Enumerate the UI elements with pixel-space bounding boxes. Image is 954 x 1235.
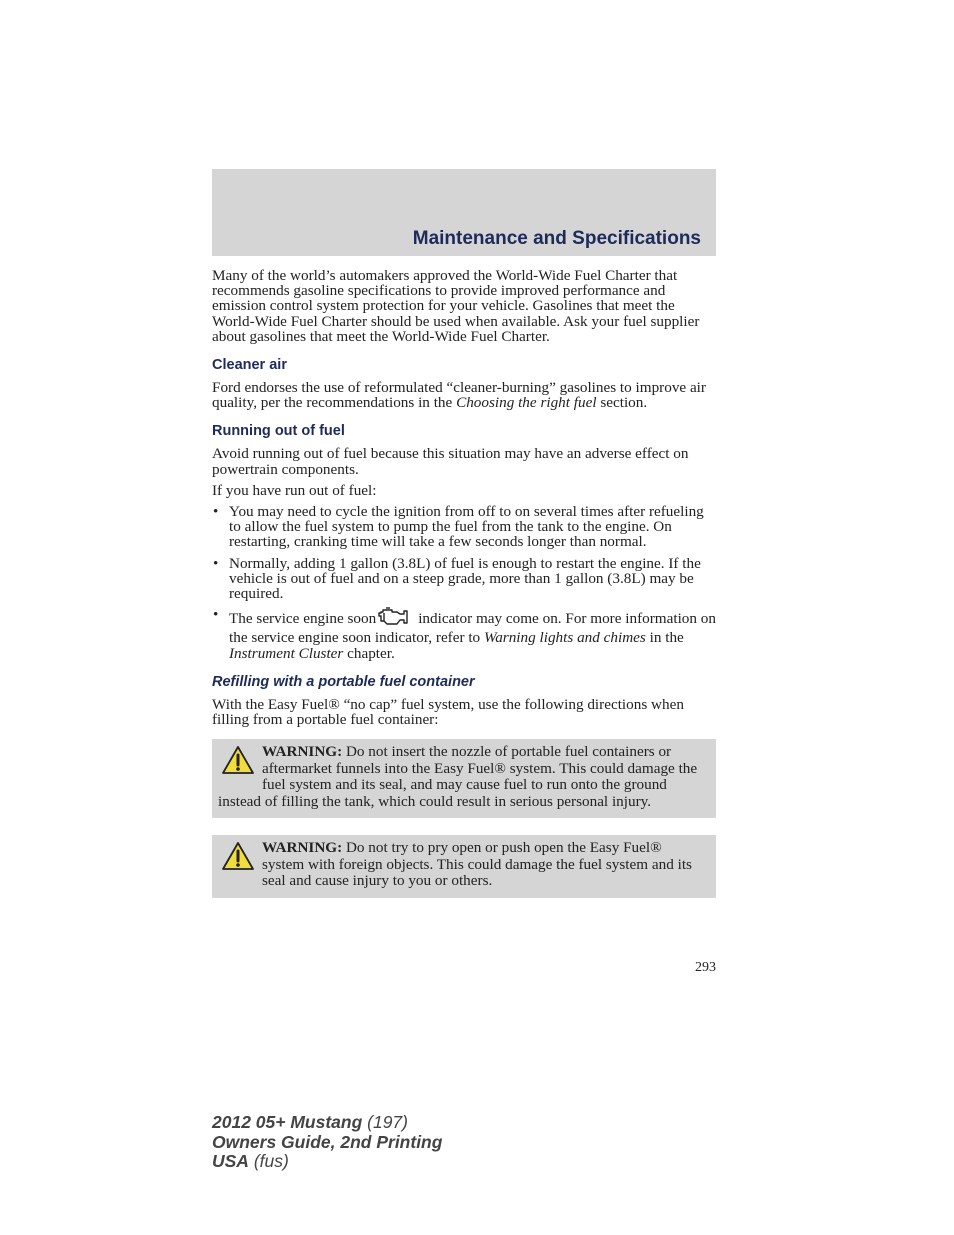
section-header [212,169,716,256]
intro-paragraph: Many of the world’s automakers approved the World-Wide Fuel Charter that recommends gasoline specifications to provide improved performance and emission control system protection for your vehicle. Gasolines that meet the World-Wide Fuel Charter should be used when available. Ask your fuel supplier about gasolines that meet the World-Wide Fuel Charter. [212,267,700,345]
cleaner-air-heading: Cleaner air [212,357,287,374]
reference-instrument-cluster: Instrument Cluster [229,644,344,662]
service-engine-soon-icon [378,607,412,630]
document-footer [212,1113,442,1172]
bullet: • [213,554,219,572]
page-number: 293 [695,960,716,975]
running-out-heading: Running out of fuel [212,423,345,440]
list-item-text: You may need to cycle the ignition from off to on several times after refueling to allow the fuel system to pump the fuel from the tank to the engine. On restarting, cranking time will take a few seconds longer than normal. [229,503,704,551]
reference-warning-lights: Warning lights and chimes [483,629,646,647]
footer-model-code: (197) [362,1112,408,1132]
run-out-intro: If you have run out of fuel: [212,481,377,499]
running-out-paragraph: Avoid running out of fuel because this situation may have an adverse effect on powertrain components. [212,445,689,478]
list-item [212,607,716,661]
cleaner-air-paragraph [212,380,716,410]
footer-model: 2012 05+ Mustang [212,1112,363,1132]
run-out-list [212,504,716,661]
list-item-text: Normally, adding 1 gallon (3.8L) of fuel is enough to restart the engine. If the vehicle is out of fuel and on a steep grade, more than 1 gallon (3.8L) may be required. [229,554,701,603]
list-item-text: chapter. [343,644,395,662]
refilling-paragraph: With the Easy Fuel® “no cap” fuel system, use the following directions when filling from a portable fuel container: [212,695,684,729]
footer-region: USA [212,1151,249,1171]
footer-region-code: (fus) [248,1151,289,1171]
refilling-heading: Refilling with a portable fuel container [212,673,475,690]
list-item-text: in the [645,629,684,647]
cleaner-air-text-end: section. [596,394,648,412]
cleaner-air-reference: Choosing the right fuel [456,394,597,412]
warning-text: Do not insert the nozzle of portable fuel containers or aftermarket funnels into the Easy Fuel® system. This could damage the fuel system and its seal, and may cause fuel to run onto the ground instead of filling the tank, which could result in serious personal injury. [218,743,698,810]
bullet: • [213,606,219,624]
warning-box [212,835,716,898]
footer-guide: Owners Guide, 2nd Printing [212,1131,443,1152]
warning-triangle-icon [220,840,256,872]
warning-box [212,739,716,818]
page-content [212,268,716,898]
footer-line-region [212,1152,442,1172]
list-item-text: The service engine soon [229,610,377,628]
warning-triangle-icon [220,744,256,776]
list-item-text: indicator may come on. For more information on the service engine soon indicator, refer to [229,610,716,647]
list-item [212,556,716,602]
warning-label: WARNING: [262,743,343,761]
footer-line-guide [212,1133,442,1153]
list-item [212,504,716,550]
warning-text: Do not try to pry open or push open the Easy Fuel® system with foreign objects. This could damage the fuel system and its seal and cause injury to you or others. [262,839,692,890]
bullet: • [213,503,219,521]
section-title: Maintenance and Specifications [412,228,701,249]
cleaner-air-text: Ford endorses the use of reformulated “cleaner-burning” gasolines to improve air quality, per the recommendations in the [212,379,706,412]
footer-line-model [212,1113,442,1133]
warning-label: WARNING: [262,839,343,857]
